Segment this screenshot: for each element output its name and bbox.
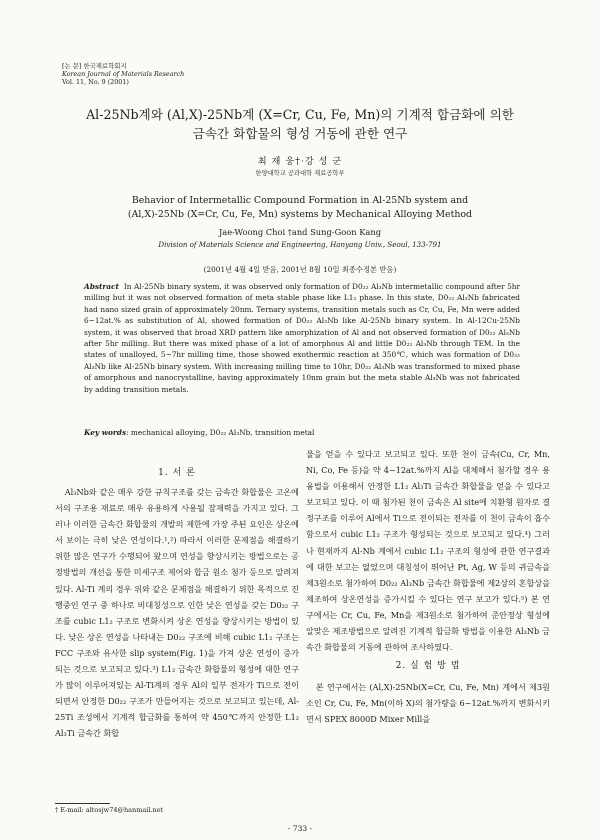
journal-volume: Vol. 11, No. 9 (2001) [62, 78, 129, 87]
keywords-label: Key words [84, 428, 127, 437]
received-dates: (2001년 4월 4일 받음, 2001년 8월 10일 최종수정본 받음) [203, 265, 397, 274]
title-ko-line1: Al-25Nb계와 (Al,X)-25Nb계 (X=Cr, Cu, Fe, Mn)의 기계적 합금화에 의한 [86, 107, 514, 122]
abstract-label: Abstract [84, 282, 119, 291]
title-ko-line2: 금속간 화합물의 형성 거동에 관한 연구 [192, 126, 408, 141]
methods-paragraph: 본 연구에서는 (Al,X)-25Nb(X=Cr, Cu, Fe, Mn) 계에서 제3원소인 Cr, Cu, Fe, Mn(이하 X)의 첨가량을 6~12at.%까지 변화시키면서 SPEX 8000D Mixer Mill을 [306, 682, 550, 725]
left-column [55, 462, 299, 742]
footnote-email: † E-mail: altosjw74@hanmail.net [55, 806, 164, 814]
abstract-text: In Al-25Nb binary system, it was observed only formation of D0₂₂ Al₃Nb intermetallic compound after 5hr milling but it was not observed formation of meta stable phase like L1₂ phase. In this state, D0₂₂ Al₃Nb fabricated had nano sized grain of approximately 20nm. Ternary systems, transition metals such as Cr, Cu, Fe, Mn were added 6~12at.% as substitution of Al, showed formation of D0₂₂ Al₃Nb like Al-25Nb binary system. In Al-12Cu-25Nb system, it was observed that broad XRD pattern like amorphization of Al and not observed formation of D0₂₂ Al₃Nb after 5hr milling. But there was mixed phase of a lot of amorphous Al and little D0₂₂ Al₃Nb through TEM. In the states of unalloyed, 5~7hr milling time, those showed exothermic reaction at 350℃, which was formation of D0₂₂ Al₃Nb like Al-25Nb binary system. With increasing milling time to 10hr, D0₂₂ Al₃Nb was transformed to mixed phase of amorphous and nanocrystalline, having approximately 10nm grain but the meta stable Al₃Nb was not fabricated by adding transition metals. [84, 282, 520, 394]
abstract [84, 281, 520, 395]
page-number: - 733 - [287, 824, 313, 833]
affiliation-ko: 한양대학교 공과대학 재료공학부 [255, 170, 345, 177]
section-heading-methods: 2. 실 험 방 법 [395, 661, 461, 672]
title-en-line1: Behavior of Intermetallic Compound Formation in Al-25Nb system and [131, 195, 469, 206]
intro-paragraph-continued: 물을 얻을 수 있다고 보고되고 있다. 또한 천이 금속(Cu, Cr, Mn, Ni, Co, Fe 등)을 약 4~12at.%까지 Al을 대체해서 첨가할 경우 용융법을 이용해서 안정한 L1₂ Al₃Ti 금속간 화합물을 얻을 수 있다고 보고되고 있다. 이 때 첨가된 천이 금속은 Al site에 치환형 원자로 결정구조를 이루어 Al에서 Ti으로 전이되는 전자를 이 천이 금속이 흡수함으로서 cubic L1₂ 구조가 형성되는 것으로 보고되고 있다.⁴) 그러나 현재까지 Al-Nb 계에서 cubic L1₂ 구조의 형성에 관한 연구결과에 대한 보고는 없었으며 대칭성이 뛰어난 Pt, Ag, W 등의 귀금속을 제3원소로 첨가하여 D0₂₂ Al₃Nb 금속간 화합물에 제2상의 혼합상을 제조하여 상온연성을 증가시킬 수 있다는 연구 보고가 있다.⁵) 본 연구에서는 Cr, Cu, Fe, Mn을 제3원소로 첨가하여 준안정상 형성에 알맞은 제조방법으로 알려진 기계적 합금화 방법을 이용한 Al₃Nb 금속간 화합물의 거동에 관하여 조사하였다. [306, 449, 550, 653]
affiliation-en: Division of Materials Science and Engineering, Hanyang Univ., Seoul, 133-791 [158, 240, 442, 249]
keywords [84, 428, 520, 437]
section-heading-introduction: 1. 서 론 [158, 468, 196, 478]
journal-header [62, 62, 184, 87]
journal-name-en: Korean Journal of Materials Research [62, 70, 185, 79]
authors-ko: 최 재 웅†·강 성 군 [257, 156, 343, 167]
title-en-line2: (Al,X)-25Nb (X=Cr, Cu, Fe, Mn) systems by Mechanical Alloying Method [127, 209, 473, 220]
journal-label-ko: [논 문] 한국재료학회지 [62, 62, 127, 70]
keywords-text: : mechanical alloying, D0₂₂ Al₃Nb, transition metal [126, 428, 315, 437]
footnote-divider [55, 803, 110, 804]
right-column [306, 446, 550, 728]
authors-en: Jae-Woong Choi †and Sung-Goon Kang [218, 227, 382, 237]
intro-paragraph: Al₃Nb와 같은 매우 강한 규칙구조를 갖는 금속간 화합물은 고온에서의 구조용 재료로 매우 유용하게 사용될 잠재력을 가지고 있다. 그러나 이러한 금속간 화합물의 개발의 제한에 가장 주된 요인은 상온에서 보이는 극히 낮은 연성이다.¹,²) 따라서 이러한 문제점을 해결하기 위한 많은 연구가 수행되어 왔으며 연성을 향상시키는 방법으로는 공정방법의 개선을 통한 미세구조 제어와 합금 원소 첨가 등으로 알려져 있다. Al-Ti 계의 경우 위와 같은 문제점을 해결하기 위한 목적으로 진행중인 연구 중 하나로 비대칭성으로 인한 낮은 연성을 갖는 D0₂₂ 구조를 cubic L1₂ 구조로 변화시켜 상온 연성을 향상시키는 방법이 있다. 낮은 상온 연성을 나타내는 D0₂₂ 구조에 비해 cubic L1₂ 구조는 FCC 구조와 유사한 slip system(Fig. 1)을 가져 상온 연성이 증가되는 것으로 보고되고 있다.³) L1₂ 금속간 화합물의 형성에 대한 연구가 많이 이루어져있는 Al-Ti계의 경우 Al의 일부 전자가 Ti으로 전이되면서 안정한 D0₂₂ 구조가 만들어지는 것으로 보고되고 있는데, Al-25Ti 조성에서 기계적 합금화를 통하여 약 450℃까지 안정한 L1₂ Al₃Ti 금속간 화합 [55, 487, 299, 739]
